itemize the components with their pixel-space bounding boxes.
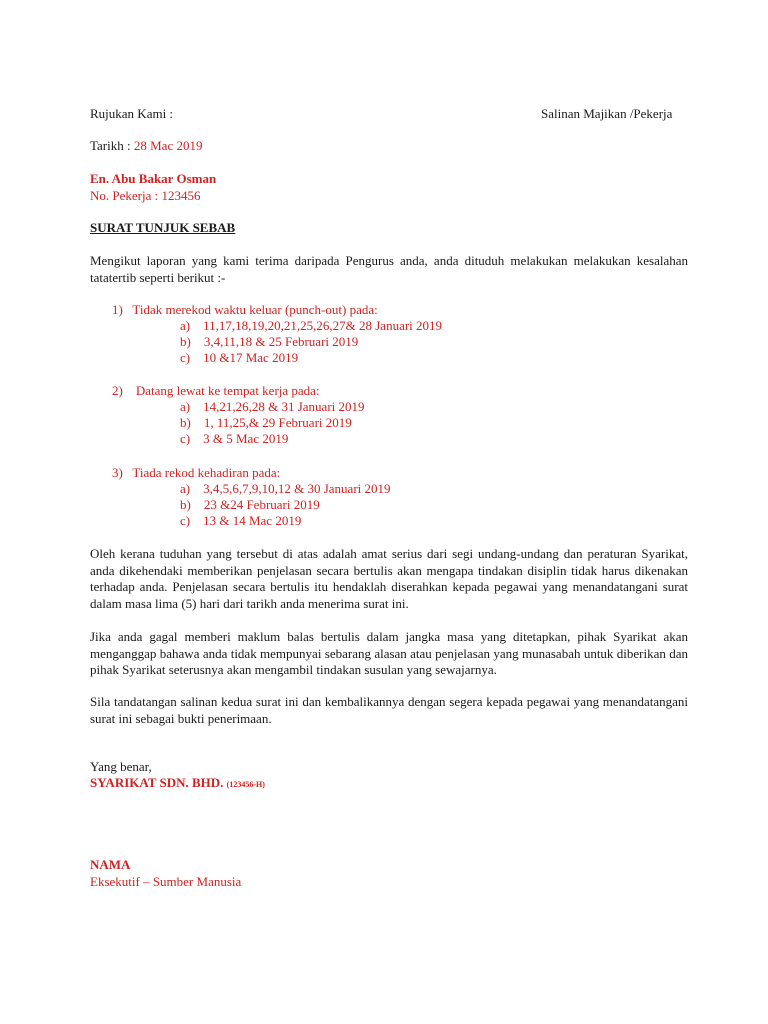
offence-heading-text: Tiada rekod kehadiran pada: bbox=[132, 465, 281, 480]
company-reg-no: (123456-H) bbox=[226, 780, 265, 789]
signatory-name: NAMA bbox=[90, 857, 131, 872]
item-text: 1, 11,25,& 29 Februari 2019 bbox=[203, 415, 352, 430]
reference-label: Rujukan Kami : bbox=[90, 106, 174, 121]
paragraph-explanation: Oleh kerana tuduhan yang tersebut di atas adalah amat serius dari segi undang-undang dan peraturan Syarikat, anda dikehendaki memberikan penjelasan secara bertulis akan mengapa tindakan disiplin tidak harus dikenakan terhadap anda. Penjelasan secara bertulis itu hendaklah diserahkan kepada pegawai yang menandatangani surat dalam masa lima (5) hari dari tarikh anda menerima surat ini. bbox=[90, 546, 688, 611]
item-text: 10 &17 Mac 2019 bbox=[203, 350, 299, 365]
offence-item bbox=[180, 431, 288, 447]
item-mark: c) bbox=[180, 431, 191, 446]
offence-number: 2) bbox=[112, 383, 123, 398]
paragraph-acknowledgement: Sila tandatangan salinan kedua surat ini dan kembalikannya dengan segera kepada pegawai yang menandatangani surat ini sebagai bukti penerimaan. bbox=[90, 694, 688, 726]
offence-item bbox=[180, 481, 391, 497]
offence-item bbox=[180, 497, 320, 513]
letter-title: SURAT TUNJUK SEBAB bbox=[90, 220, 236, 235]
item-mark: c) bbox=[180, 350, 191, 365]
item-text: 13 & 14 Mac 2019 bbox=[203, 513, 302, 528]
item-text: 14,21,26,28 & 31 Januari 2019 bbox=[203, 399, 365, 414]
copy-label: Salinan Majikan /Pekerja bbox=[541, 106, 673, 121]
offence-heading-text: Tidak merekod waktu keluar (punch-out) pada: bbox=[132, 302, 378, 317]
item-text: 11,17,18,19,20,21,25,26,27& 28 Januari 2019 bbox=[203, 318, 443, 333]
item-text: 23 &24 Februari 2019 bbox=[203, 497, 320, 512]
item-mark: b) bbox=[180, 334, 191, 349]
date-line bbox=[90, 138, 202, 154]
offence-item bbox=[180, 399, 365, 415]
item-mark: a) bbox=[180, 399, 191, 414]
offence-1-heading bbox=[112, 302, 378, 318]
item-text: 3,4,11,18 & 25 Februari 2019 bbox=[203, 334, 359, 349]
offence-item bbox=[180, 318, 442, 334]
item-text: 3,4,5,6,7,9,10,12 & 30 Januari 2019 bbox=[203, 481, 391, 496]
offence-3-heading bbox=[112, 465, 280, 481]
company-line bbox=[90, 775, 265, 793]
offence-item bbox=[180, 513, 301, 529]
item-mark: b) bbox=[180, 497, 191, 512]
offence-number: 3) bbox=[112, 465, 123, 480]
offence-2-heading bbox=[112, 383, 320, 399]
offence-heading-text: Datang lewat ke tempat kerja pada: bbox=[135, 383, 320, 398]
salutation: Yang benar, bbox=[90, 759, 152, 774]
offence-item bbox=[180, 415, 352, 431]
item-mark: c) bbox=[180, 513, 191, 528]
date-label: Tarikh : bbox=[90, 138, 131, 153]
item-mark: a) bbox=[180, 481, 191, 496]
intro-paragraph: Mengikut laporan yang kami terima daripada Pengurus anda, anda dituduh melakukan melakukan kesalahan tatatertib seperti berikut :- bbox=[90, 253, 688, 285]
offence-number: 1) bbox=[112, 302, 123, 317]
item-mark: b) bbox=[180, 415, 191, 430]
offence-item bbox=[180, 334, 358, 350]
paragraph-consequence: Jika anda gagal memberi maklum balas bertulis dalam jangka masa yang ditetapkan, pihak Syarikat akan menganggap bahawa anda tidak mempunyai sebarang alasan atau penjelasan yang munasabah untuk diberikan dan pihak Syarikat seterusnya akan mengambil tindakan susulan yang sewajarnya. bbox=[90, 629, 688, 677]
item-mark: a) bbox=[180, 318, 191, 333]
recipient-staff-no: No. Pekerja : 123456 bbox=[90, 188, 201, 203]
company-name: SYARIKAT SDN. BHD. bbox=[90, 775, 224, 790]
date-value: 28 Mac 2019 bbox=[133, 138, 203, 153]
item-text: 3 & 5 Mac 2019 bbox=[203, 431, 289, 446]
signatory-title: Eksekutif – Sumber Manusia bbox=[90, 874, 242, 889]
offence-item bbox=[180, 350, 298, 366]
recipient-name: En. Abu Bakar Osman bbox=[90, 171, 217, 186]
